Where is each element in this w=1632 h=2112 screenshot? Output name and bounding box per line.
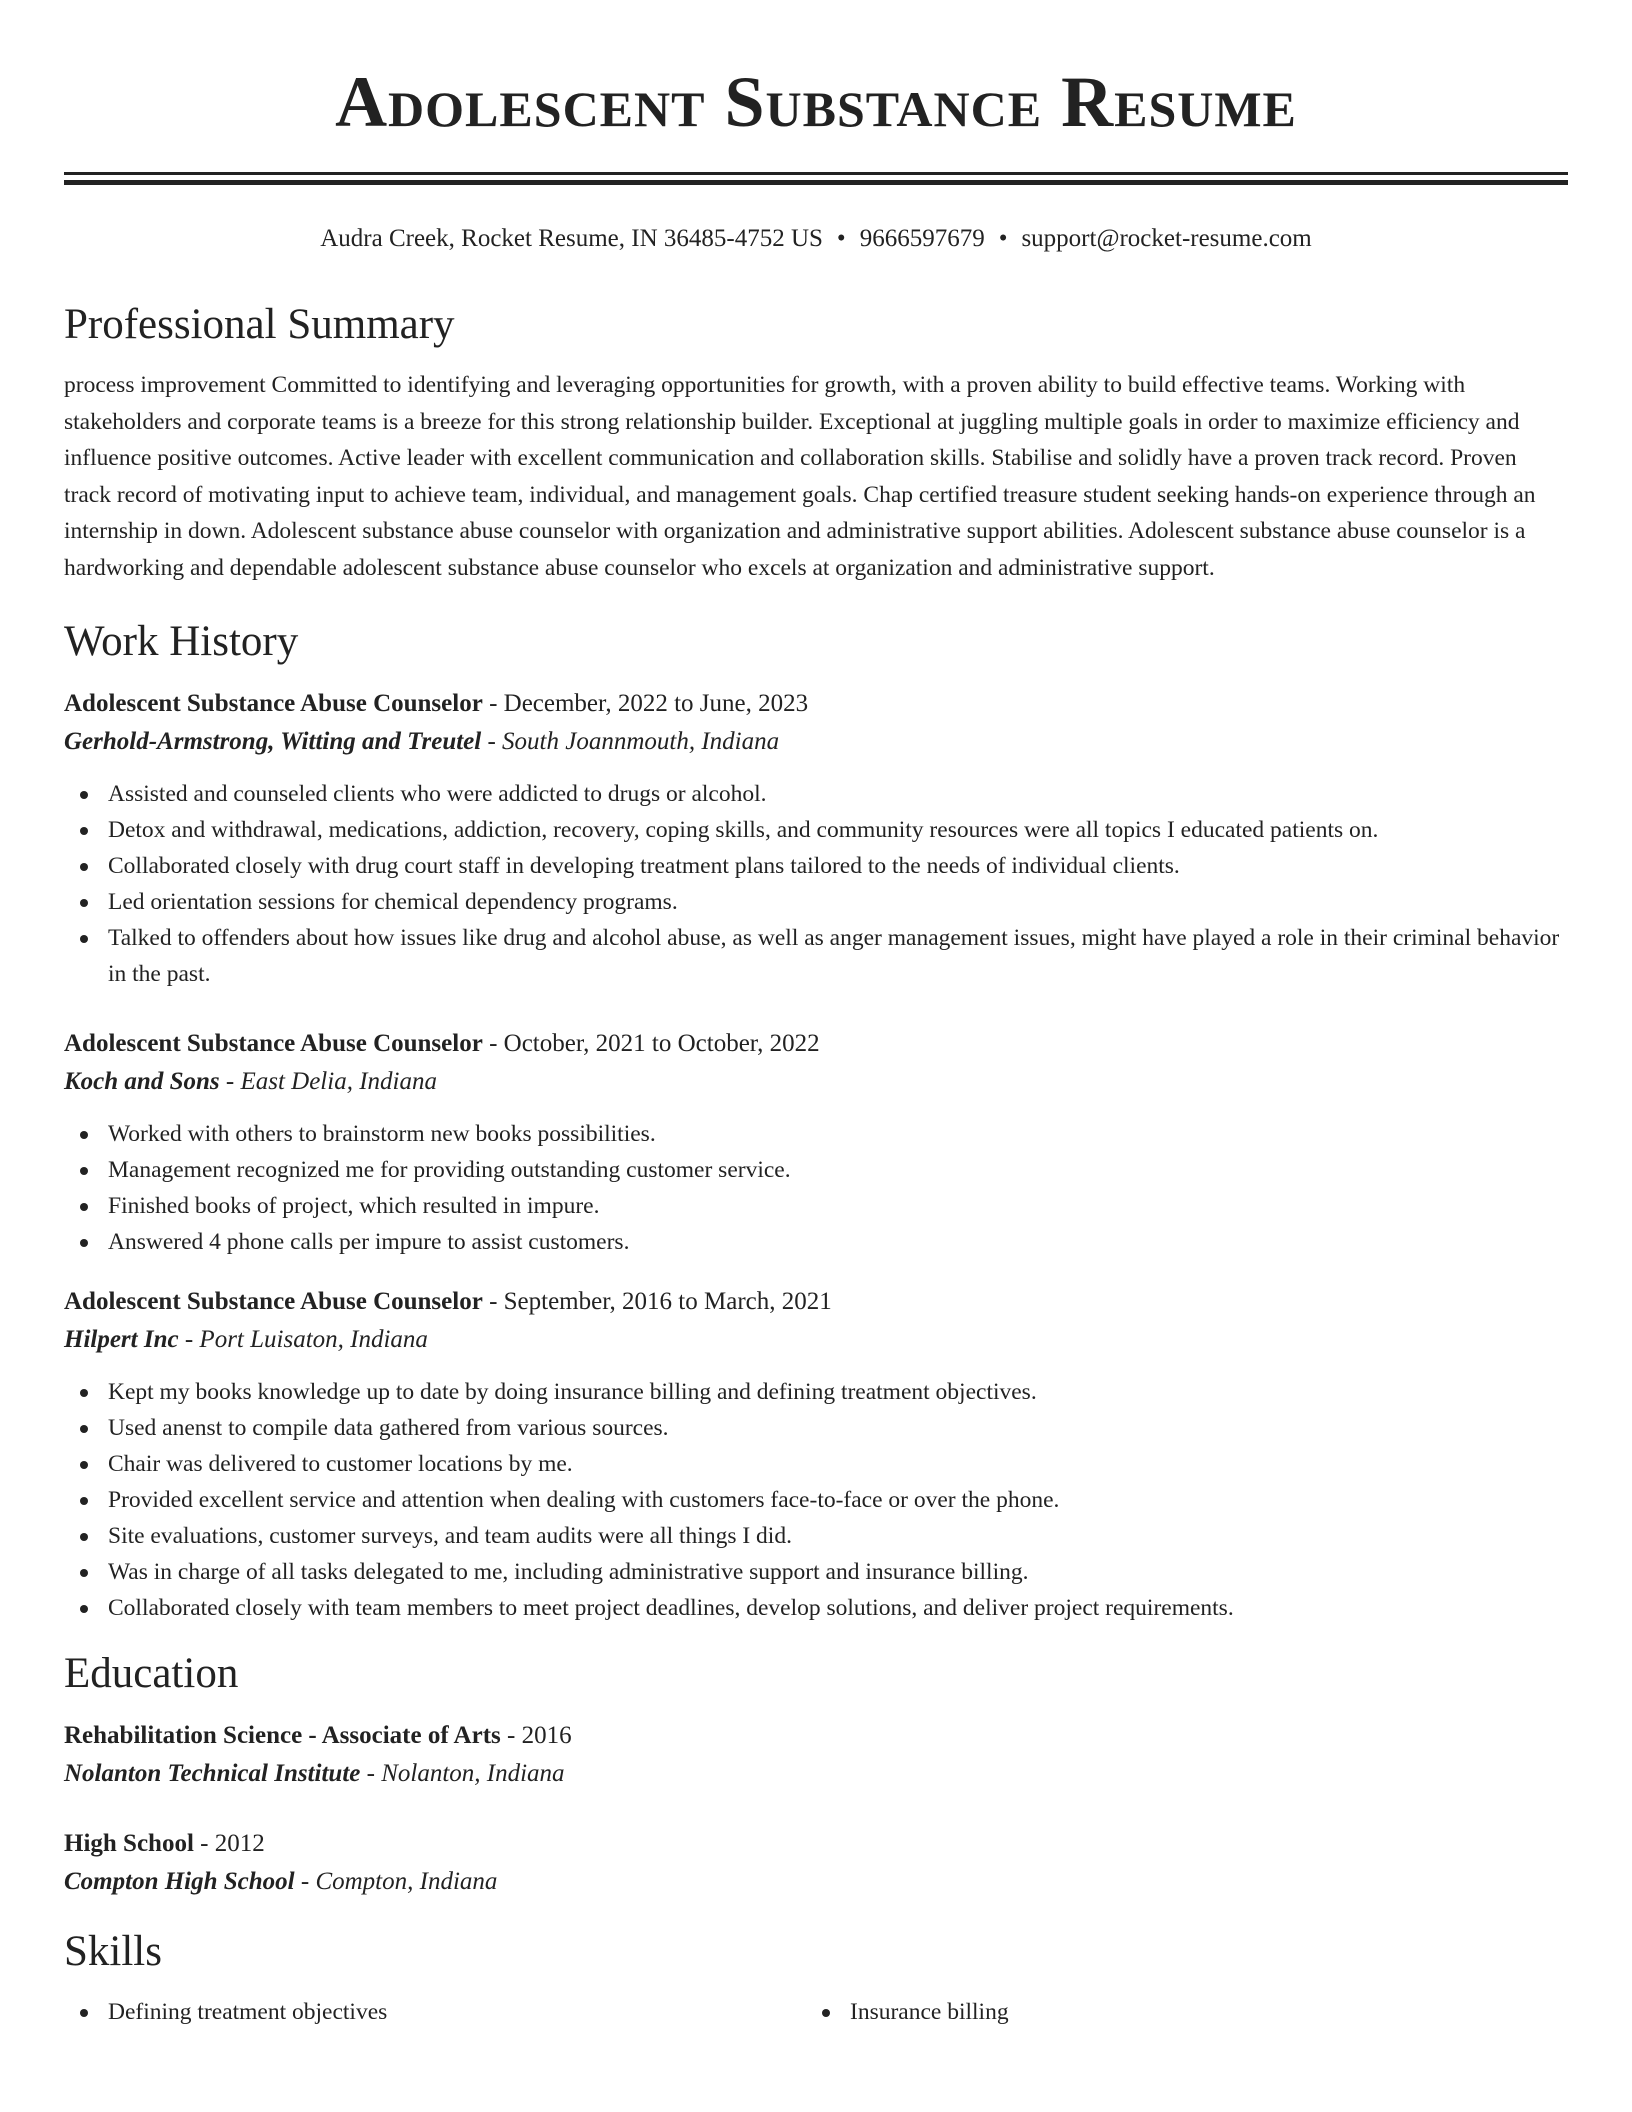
- job-location: - South Joannmouth, Indiana: [481, 728, 780, 755]
- job-bullet: Chair was delivered to customer locations by me.: [64, 1446, 1568, 1482]
- job-bullets: [64, 1116, 1568, 1260]
- title-divider-bottom: [64, 180, 1568, 185]
- job-entry: [64, 1284, 1568, 1626]
- education-school: Compton High School: [64, 1868, 295, 1895]
- job-company: Hilpert Inc: [64, 1326, 179, 1353]
- job-bullet: Collaborated closely with drug court staff in developing treatment plans tailored to the needs of individual clients.: [64, 848, 1568, 884]
- job-bullet: Finished books of project, which resulted in impure.: [64, 1188, 1568, 1224]
- job-bullet: Provided excellent service and attention when dealing with customers face-to-face or over the phone.: [64, 1482, 1568, 1518]
- job-title: Adolescent Substance Abuse Counselor: [64, 1288, 483, 1315]
- education-degree: Rehabilitation Science - Associate of Arts: [64, 1722, 501, 1749]
- job-dates: - December, 2022 to June, 2023: [482, 690, 809, 717]
- education-heading: Education: [64, 1650, 239, 1697]
- summary-heading: Professional Summary: [64, 301, 455, 348]
- education-year: - 2012: [193, 1830, 265, 1857]
- work-history-heading: Work History: [64, 618, 299, 665]
- job-dates: - October, 2021 to October, 2022: [482, 1030, 820, 1057]
- job-company-line: [64, 724, 1568, 760]
- job-bullet: Worked with others to brainstorm new books possibilities.: [64, 1116, 1568, 1152]
- education-location: - Nolanton, Indiana: [360, 1760, 565, 1787]
- education-entry: [64, 1718, 1568, 1792]
- resume-title: Adolescent Substance Resume: [335, 62, 1297, 142]
- job-company-line: [64, 1064, 1568, 1100]
- contact-line: [64, 223, 1568, 255]
- job-title: Adolescent Substance Abuse Counselor: [64, 1030, 483, 1057]
- job-location: - Port Luisaton, Indiana: [178, 1326, 428, 1353]
- job-company: Koch and Sons: [64, 1068, 220, 1095]
- job-title-line: [64, 1026, 1568, 1062]
- job-bullets: [64, 1374, 1568, 1626]
- education-entry: [64, 1826, 1568, 1900]
- contact-separator: •: [998, 225, 1008, 252]
- job-bullet: Detox and withdrawal, medications, addiction, recovery, coping skills, and community resources were all topics I educated patients on.: [64, 812, 1568, 848]
- skill-item: Insurance billing: [806, 1994, 1548, 2030]
- job-title-line: [64, 1284, 1568, 1320]
- skills-heading: Skills: [64, 1928, 162, 1975]
- education-location: - Compton, Indiana: [294, 1868, 498, 1895]
- job-bullet: Management recognized me for providing outstanding customer service.: [64, 1152, 1568, 1188]
- job-company: Gerhold-Armstrong, Witting and Treutel: [64, 728, 482, 755]
- education-degree-line: [64, 1826, 1568, 1862]
- education-degree-line: [64, 1718, 1568, 1754]
- contact-separator: •: [836, 225, 846, 252]
- job-bullet: Kept my books knowledge up to date by doing insurance billing and defining treatment objectives.: [64, 1374, 1568, 1410]
- job-bullet: Was in charge of all tasks delegated to me, including administrative support and insurance billing.: [64, 1554, 1568, 1590]
- job-bullet: Assisted and counseled clients who were addicted to drugs or alcohol.: [64, 776, 1568, 812]
- job-location: - East Delia, Indiana: [219, 1068, 437, 1095]
- contact-phone: 9666597679: [859, 225, 985, 252]
- job-bullet: Answered 4 phone calls per impure to assist customers.: [64, 1224, 1568, 1260]
- education-school-line: [64, 1864, 1568, 1900]
- job-entry: [64, 686, 1568, 992]
- contact-email: support@rocket-resume.com: [1021, 225, 1312, 252]
- education-school: Nolanton Technical Institute: [64, 1760, 361, 1787]
- job-bullet: Led orientation sessions for chemical dependency programs.: [64, 884, 1568, 920]
- education-school-line: [64, 1756, 1568, 1792]
- contact-address: Audra Creek, Rocket Resume, IN 36485-4752 US: [320, 225, 823, 252]
- job-bullet: Site evaluations, customer surveys, and team audits were all things I did.: [64, 1518, 1568, 1554]
- education-degree: High School: [64, 1830, 194, 1857]
- job-bullets: [64, 776, 1568, 992]
- education-year: - 2016: [500, 1722, 572, 1749]
- title-divider-top: [64, 172, 1568, 175]
- job-bullet: Collaborated closely with team members to meet project deadlines, develop solutions, and deliver project requirements.: [64, 1590, 1568, 1626]
- job-bullet: Used anenst to compile data gathered from various sources.: [64, 1410, 1568, 1446]
- job-title-line: [64, 686, 1568, 722]
- job-dates: - September, 2016 to March, 2021: [482, 1288, 832, 1315]
- skills-list: [64, 1994, 1568, 2030]
- job-entry: [64, 1026, 1568, 1260]
- summary-text: process improvement Committed to identifying and leveraging opportunities for growth, with a proven ability to build effective teams. Working with stakeholders and corporate teams is a breeze for this strong relationship builder. Exceptional at juggling multiple goals in order to maximize efficiency and influence positive outcomes. Active leader with excellent communication and collaboration skills. Stabilise and solidly have a proven track record. Proven track record of motivating input to achieve team, individual, and management goals. Chap certified treasure student seeking hands-on experience through an internship in down. Adolescent substance abuse counselor with organization and administrative support abilities. Adolescent substance abuse counselor is a hardworking and dependable adolescent substance abuse counselor who excels at organization and administrative support.: [64, 372, 1536, 581]
- skill-item: Defining treatment objectives: [64, 1994, 806, 2030]
- job-company-line: [64, 1322, 1568, 1358]
- job-bullet: Talked to offenders about how issues like drug and alcohol abuse, as well as anger management issues, might have played a role in their criminal behavior in the past.: [64, 920, 1568, 992]
- job-title: Adolescent Substance Abuse Counselor: [64, 690, 483, 717]
